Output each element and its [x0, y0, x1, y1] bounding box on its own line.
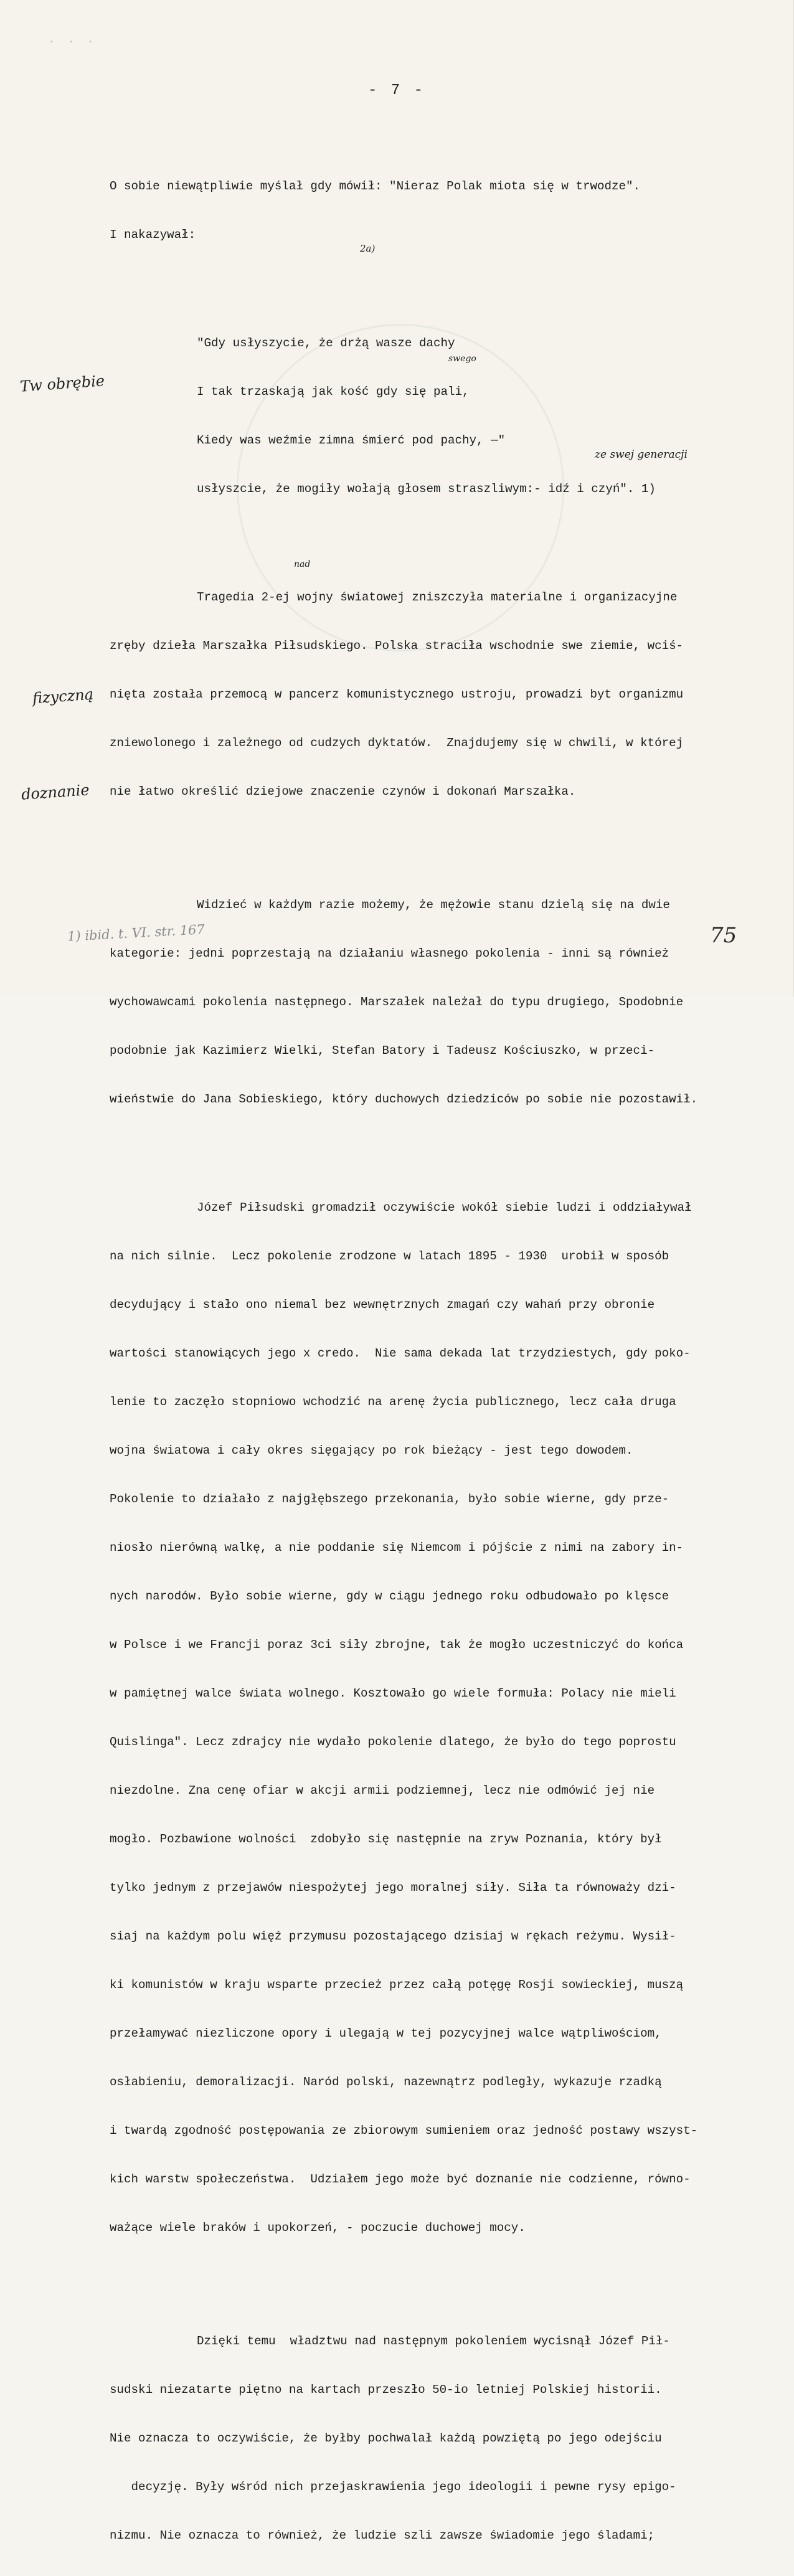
corner-marks: · · ·	[49, 36, 98, 47]
text-line: ważące wiele braków i upokorzeń, - poczucie duchowej mocy.	[110, 2221, 526, 2235]
text-line: zniewolonego i zależnego od cudzych dyktatów. Znajdujemy się w chwili, w której	[110, 736, 684, 750]
text-line: w pamiętnej walce świata wolnego. Kosztowało go wiele formuła: Polacy nie mieli	[110, 1687, 676, 1700]
text-line: kich warstw społeczeństwa. Udziałem jego może być doznanie nie codzienne, równo-	[110, 2172, 691, 2186]
margin-note-fizyczna: fizyczną	[32, 685, 94, 708]
text-line: nizmu. Nie oznacza to również, że ludzie szli zawsze świadomie jego śladami;	[110, 2529, 655, 2542]
text-line: i twardą zgodność postępowania ze zbiorowym sumieniem oraz jedność postawy wszyst-	[110, 2124, 698, 2138]
text-line: niezdolne. Zna cenę ofiar w akcji armii podziemnej, lecz nie odmówić jej nie	[110, 1784, 655, 1797]
text-line: Pokolenie to działało z najgłębszego przekonania, było sobie wierne, gdy prze-	[110, 1492, 669, 1506]
poem-line: Kiedy was weźmie zimna śmierć pod pachy, —"	[197, 433, 506, 447]
text-line: wojna światowa i cały okres sięgający po rok bieżący - jest tego dowodem.	[110, 1444, 633, 1457]
text-line: lenie to zaczęło stopniowo wchodzić na arenę życia publicznego, lecz cała druga	[110, 1395, 676, 1409]
text-line: Nie oznacza to oczywiście, że byłby pochwalał każdą powziętą po jego odejściu	[110, 2432, 662, 2445]
handwritten-insert-swego: swego	[448, 354, 476, 364]
handwritten-insert-generacji: ze swej generacji	[595, 448, 688, 461]
text-line: wartości stanowiących jego x credo. Nie sama dekada lat trzydziestych, gdy poko-	[110, 1347, 691, 1360]
text-line: zręby dzieła Marszałka Piłsudskiego. Polska straciła wschodnie swe ziemie, wciś-	[110, 639, 684, 653]
text-line: kategorie: jedni poprzestają na działaniu własnego pokolenia - inni są również	[110, 947, 669, 960]
text-line: podobnie jak Kazimierz Wielki, Stefan Batory i Tadeusz Kościuszko, w przeci-	[110, 1044, 655, 1058]
text-line: tylko jednym z przejawów niespożytej jego moralnej siły. Siła ta równoważy dzi-	[110, 1881, 676, 1895]
text-line: niosło nierówną walkę, a nie poddanie się Niemcom i pójście z nimi na zabory in-	[110, 1541, 684, 1555]
text-line: nie łatwo określić dziejowe znaczenie czynów i dokonań Marszałka.	[110, 785, 576, 798]
text-line: O sobie niewątpliwie myślał gdy mówił: "Nieraz Polak miota się w trwodze".	[110, 179, 641, 193]
folio-number: 75	[710, 923, 737, 948]
text-line: mogło. Pozbawione wolności zdobyło się następnie na zryw Poznania, który był	[110, 1832, 662, 1846]
text-line: ki komunistów w kraju wsparte przecież przez całą potęgę Rosji sowieckiej, muszą	[110, 1978, 684, 1992]
text-line: Józef Piłsudski gromadził oczywiście wokół siebie ludzi i oddziaływał	[197, 1201, 692, 1215]
text-line: przełamywać niezliczone opory i ulegają w tej pozycyjnej walce wątpliwościom,	[110, 2027, 662, 2040]
text-line: siaj na każdym polu więź przymusu pozostającego dzisiaj w rękach reżymu. Wysił-	[110, 1930, 676, 1943]
text-line: wieństwie do Jana Sobieskiego, który duchowych dziedziców po sobie nie pozostawił.	[110, 1092, 698, 1106]
text-line: nych narodów. Było sobie wierne, gdy w ciągu jednego roku odbudowało po klęsce	[110, 1589, 669, 1603]
footnote: 1) ibid. t. VI. str. 167	[67, 922, 206, 944]
handwritten-insert-2a: 2a)	[360, 243, 376, 254]
text-line: decydujący i stało ono niemal bez wewnętrznych zmagań czy wahań przy obronie	[110, 1298, 655, 1312]
margin-note-tw-obrebie: Tw obrębie	[19, 372, 105, 395]
margin-note-doznanie: doznanie	[21, 781, 90, 803]
text-line: Dzięki temu władztwu nad następnym pokoleniem wycisnął Józef Pił-	[197, 2334, 670, 2348]
handwritten-insert-nad: nad	[294, 559, 311, 569]
text-line: nięta została przemocą w pancerz komunistycznego ustroju, prowadzi byt organizmu	[110, 688, 684, 701]
text-line: osłabieniu, demoralizacji. Naród polski, nazewnątrz podległy, wykazuje rzadką	[110, 2075, 662, 2089]
page-number: - 7 -	[367, 82, 425, 99]
poem-line: usłyszcie, że mogiły wołają głosem straszliwym:- idź i czyń". 1)	[197, 482, 656, 496]
text-line: wychowawcami pokolenia następnego. Marszałek należał do typu drugiego, Spodobnie	[110, 995, 684, 1009]
text-line: Widzieć w każdym razie możemy, że mężowie stanu dzielą się na dwie	[197, 898, 670, 912]
poem-line: "Gdy usłyszycie, że drżą wasze dachy	[197, 336, 455, 350]
text-line: w Polsce i we Francji poraz 3ci siły zbrojne, tak że mogło uczestniczyć do końca	[110, 1638, 684, 1652]
text-line: Quislinga". Lecz zdrajcy nie wydało pokolenie dlatego, że było do tego poprostu	[110, 1735, 676, 1749]
typewritten-body	[110, 130, 757, 2576]
text-line: decyzję. Były wśród nich przejaskrawienia jego ideologii i pewne rysy epigo-	[110, 2480, 676, 2494]
text-line: Tragedia 2-ej wojny światowej zniszczyła materialne i organizacyjne	[197, 590, 678, 604]
text-line: I nakazywał:	[110, 228, 196, 242]
text-line: sudski niezatarte piętno na kartach przeszło 50-io letniej Polskiej historii.	[110, 2383, 662, 2397]
poem-line: I tak trzaskają jak kość gdy się pali,	[197, 385, 470, 399]
text-line: na nich silnie. Lecz pokolenie zrodzone w latach 1895 - 1930 urobił w sposób	[110, 1249, 669, 1263]
